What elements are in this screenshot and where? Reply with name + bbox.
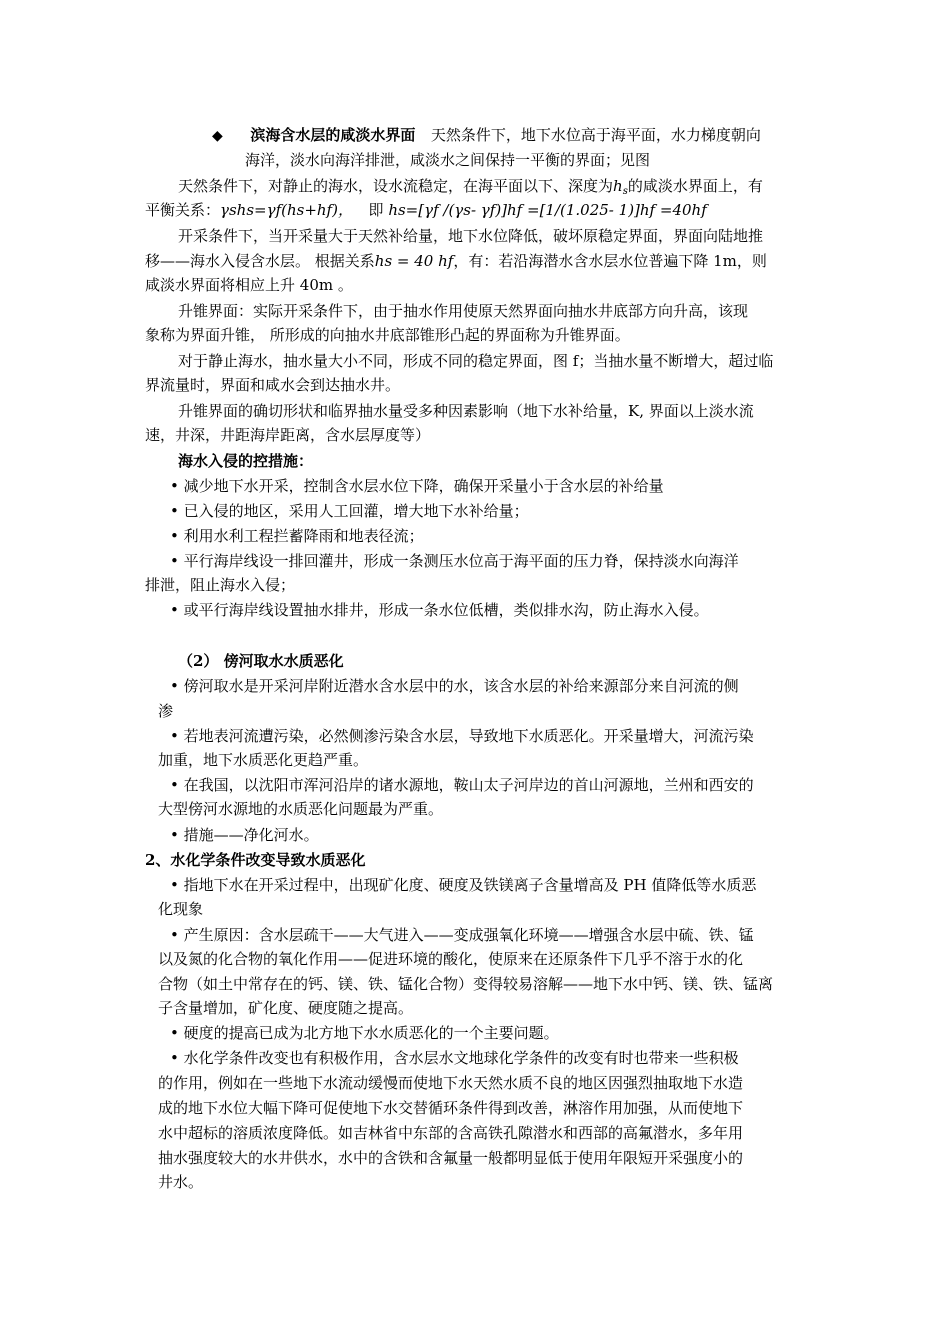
symbol-hs: $h_s$ <box>613 177 628 197</box>
bullet-icon: • <box>170 876 179 894</box>
hydrochem-item-4-cont-2: 成的地下水位大幅下降可促使地下水交替循环条件得到改善，淋溶作用加强，从而使地下 <box>158 1099 744 1117</box>
riverbank-item-3: • 在我国，以沈阳市浑河沿岸的诸水源地，鞍山太子河岸边的首山河源地，兰州和西安的 <box>170 776 754 794</box>
bullet-icon: • <box>170 1024 179 1042</box>
hydrochem-item-4-cont-1: 的作用，例如在一些地下水流动缓慢而使地下水天然水质不良的地区因强烈抽取地下水造 <box>158 1074 744 1092</box>
hydrochem-item-1-cont: 化现象 <box>158 900 204 918</box>
bullet-icon: • <box>170 727 179 745</box>
hydrochem-item-2-cont-2: 合物（如土中常存在的钙、镁、铁、锰化合物）变得较易溶解——地下水中钙、镁、铁、锰离 <box>158 975 774 993</box>
hydrochem-item-1: • 指地下水在开采过程中，出现矿化度、硬度及铁镁离子含量增高及 PH 值降低等水质恶 <box>170 876 757 894</box>
exploitation-line-2: 移——海水入侵含水层。 根据关系hs = 40 hf，有：若沿海潜水含水层水位普遍下降 1m，则 <box>145 252 767 270</box>
cone-line-6: 速，井深，井距海岸距离，含水层厚度等） <box>145 426 431 444</box>
control-item-4: • 平行海岸线设一排回灌井，形成一条测压水位高于海平面的压力脊，保持淡水向海洋 <box>170 552 739 570</box>
bullet-icon: • <box>170 552 179 570</box>
bullet-icon: • <box>170 1049 179 1067</box>
cone-line-2: 象称为界面升锥， 所形成的向抽水井底部锥形凸起的界面称为升锥界面。 <box>145 326 630 344</box>
equilibrium-line-2: 平衡关系：γshs=γf(hs+hf)， 即 hs=[γf /(γs- γf)]hf =[1/(1.025- 1)]hf =40hf <box>145 201 707 219</box>
bullet-icon: • <box>170 502 179 520</box>
riverbank-item-3-cont: 大型傍河水源地的水质恶化问题最为严重。 <box>158 800 444 818</box>
control-item-5: • 或平行海岸线设置抽水排井，形成一条水位低槽，类似排水沟，防止海水入侵。 <box>170 601 709 619</box>
control-item-2: • 已入侵的地区，采用人工回灌，增大地下水补给量； <box>170 502 529 520</box>
control-item-4-cont: 排泄，阻止海水入侵； <box>145 576 296 594</box>
interface-title: 滨海含水层的咸淡水界面 <box>250 126 416 144</box>
hydrochem-item-3: • 硬度的提高已成为北方地下水水质恶化的一个主要问题。 <box>170 1024 559 1042</box>
bullet-icon: • <box>170 926 179 944</box>
formula-balance: γshs=γf(hs+hf)， <box>220 201 353 219</box>
control-item-1: • 减少地下水开采，控制含水层水位下降，确保开采量小于含水层的补给量 <box>170 477 664 495</box>
hydrochem-item-2-cont-3: 子含量增加，矿化度、硬度随之提高。 <box>158 999 414 1017</box>
hydrochem-item-4: • 水化学条件改变也有积极作用，含水层水文地球化学条件的改变有时也带来一些积极 <box>170 1049 739 1067</box>
equilibrium-line-1: 天然条件下，对静止的海水，设水流稳定，在海平面以下、深度为$h_s$的咸淡水界面上，有 <box>178 177 763 197</box>
bullet-icon: • <box>170 677 179 695</box>
interface-line-1 <box>212 123 761 148</box>
hydrochem-item-4-cont-5: 井水。 <box>158 1173 204 1191</box>
bullet-icon: • <box>170 826 179 844</box>
riverbank-heading: （2） 傍河取水水质恶化 <box>178 652 344 670</box>
riverbank-item-1: • 傍河取水是开采河岸附近潜水含水层中的水，该含水层的补给来源部分来自河流的侧 <box>170 677 739 695</box>
hydrochem-item-4-cont-3: 水中超标的溶质浓度降低。如吉林省中东部的含高铁孔隙潜水和西部的高氟潜水，多年用 <box>158 1124 744 1142</box>
interface-text-1: 天然条件下，地下水位高于海平面，水力梯度朝向 <box>430 126 761 144</box>
riverbank-item-2-cont: 加重，地下水质恶化更趋严重。 <box>158 751 369 769</box>
riverbank-item-2: • 若地表河流遭污染，必然侧渗污染含水层，导致地下水质恶化。开采量增大，河流污染 <box>170 727 754 745</box>
hydrochem-item-2-cont-1: 以及氮的化合物的氧化作用——促进环境的酸化，使原来在还原条件下几乎不溶于水的化 <box>158 950 744 968</box>
hydrochem-item-2: • 产生原因：含水层疏干——大气进入——变成强氧化环境——增强含水层中硫、铁、锰 <box>170 926 754 944</box>
riverbank-item-4: • 措施——净化河水。 <box>170 826 319 844</box>
exploitation-line-1: 开采条件下，当开采量大于天然补给量，地下水位降低，破坏原稳定界面，界面向陆地推 <box>178 227 764 245</box>
control-heading: 海水入侵的控措施： <box>178 452 314 470</box>
riverbank-item-1-cont: 渗 <box>158 702 174 720</box>
bullet-icon: • <box>170 776 179 794</box>
cone-line-4: 界流量时，界面和咸水会到达抽水井。 <box>145 376 401 394</box>
formula-ghyben-herzberg: hs=[γf /(γs- γf)]hf =[1/(1.025- 1)]hf =40hf <box>388 201 707 219</box>
cone-line-1: 升锥界面：实际开采条件下，由于抽水作用使原天然界面向抽水井底部方向升高，该现 <box>178 302 749 320</box>
cone-line-5: 升锥界面的确切形状和临界抽水量受多种因素影响（地下水补给量，K, 界面以上淡水流 <box>178 402 754 420</box>
bullet-icon: • <box>170 601 179 619</box>
cone-line-3: 对于静止海水，抽水量大小不同，形成不同的稳定界面，图 f；当抽水量不断增大，超过临 <box>178 352 774 370</box>
hydrochem-heading: 2、水化学条件改变导致水质恶化 <box>145 851 366 869</box>
exploitation-line-3: 咸淡水界面将相应上升 40m 。 <box>145 276 353 294</box>
bullet-icon: • <box>170 477 179 495</box>
bullet-icon: • <box>170 527 179 545</box>
control-item-3: • 利用水利工程拦蓄降雨和地表径流； <box>170 527 424 545</box>
hydrochem-item-4-cont-4: 抽水强度较大的水井供水，水中的含铁和含氟量一般都明显低于使用年限短开采强度小的 <box>158 1149 744 1167</box>
diamond-bullet-icon: ◆ <box>212 128 223 144</box>
interface-line-2: 海洋，淡水向海洋排泄，咸淡水之间保持一平衡的界面；见图 <box>245 151 651 169</box>
